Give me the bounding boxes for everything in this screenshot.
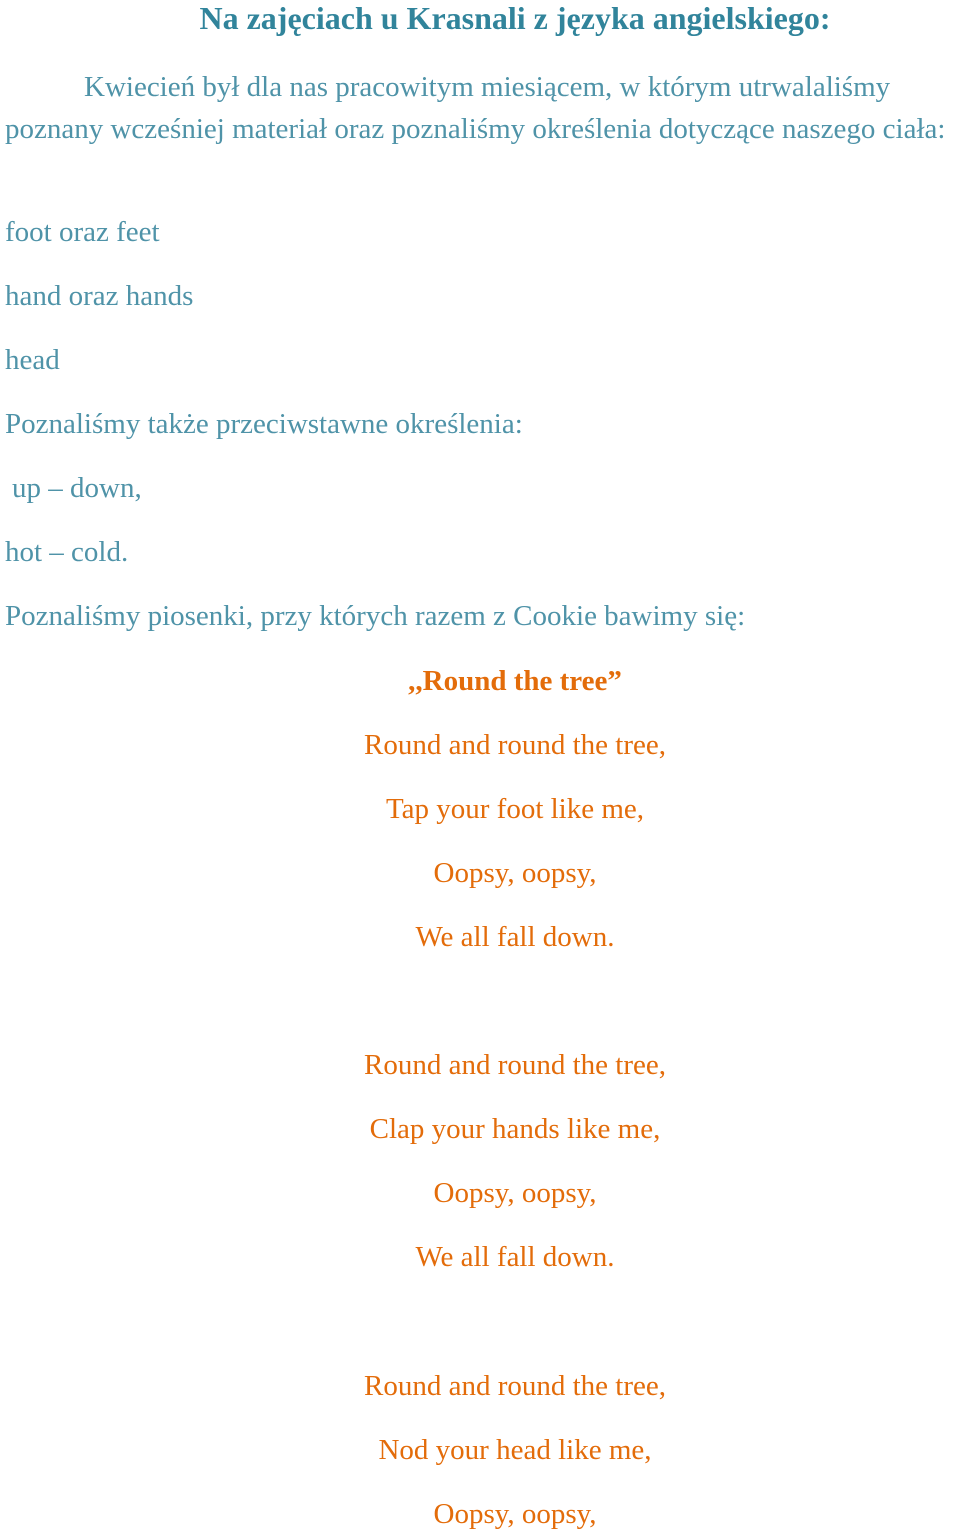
song-line: Round and round the tree, [363,1370,666,1402]
song-line: Clap your hands like me, [369,1113,661,1145]
body-word-foot: foot oraz feet [5,216,160,248]
song-line: Tap your foot like me, [385,793,645,825]
song-line: We all fall down. [415,1241,615,1273]
song-line: Oopsy, oopsy, [433,1177,597,1209]
song-line: Round and round the tree, [363,1049,666,1081]
song-line: Oopsy, oopsy, [433,857,597,889]
page-title: Na zajęciach u Krasnali z języka angielskiego: [199,0,831,36]
opposites-intro: Poznaliśmy także przeciwstawne określenia: [5,408,523,440]
body-word-head: head [5,344,60,376]
intro-paragraph: Kwiecień był dla nas pracowitym miesiącem, w którym utrwalaliśmy poznany wcześniej materiał oraz poznaliśmy określenia dotyczące naszego ciała: [5,71,946,145]
song-title: ,,Round the tree” [408,665,622,697]
opposite-hot-cold: hot – cold. [5,536,129,568]
song-line: Oopsy, oopsy, [433,1498,597,1530]
songs-intro: Poznaliśmy piosenki, przy których razem z Cookie bawimy się: [5,600,746,632]
song-line: We all fall down. [415,921,615,953]
song-line: Round and round the tree, [363,729,666,761]
song-line: Nod your head like me, [378,1434,652,1466]
opposite-up-down: up – down, [12,472,142,504]
body-word-hand: hand oraz hands [5,280,194,312]
